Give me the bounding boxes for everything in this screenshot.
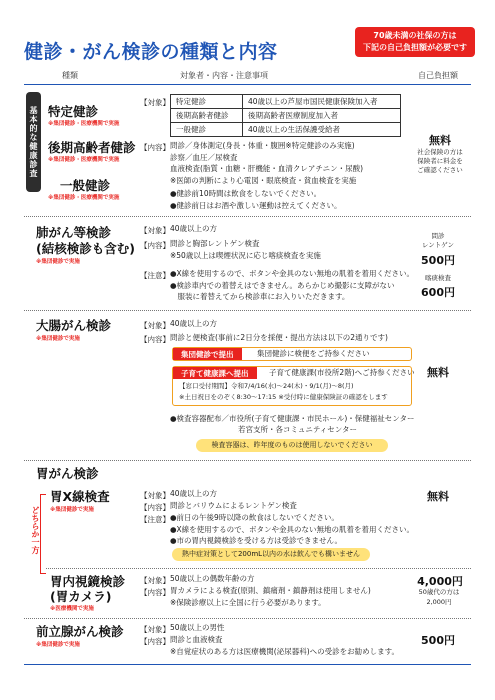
lung-content-tag: 【内容】 bbox=[140, 241, 170, 250]
lung-target-tag: 【対象】 bbox=[140, 226, 170, 235]
endoscopy-name: 胃内視鏡検診 bbox=[50, 574, 126, 589]
xray-content-tag: 【内容】 bbox=[140, 503, 170, 512]
col-head-content: 対象者・内容・注意事項 bbox=[180, 71, 268, 80]
colon-target-tag: 【対象】 bbox=[140, 321, 170, 330]
prostate-content-tag: 【内容】 bbox=[140, 637, 170, 646]
table-cell: 特定健診 bbox=[171, 95, 243, 109]
endo-content-tag: 【内容】 bbox=[140, 588, 170, 597]
prostate-content: 問診と血液検査 bbox=[170, 635, 223, 644]
colon-container-note: 検査容器は、昨年度のものは使用しないでください bbox=[196, 439, 388, 452]
basic-item-name: 後期高齢者健診 bbox=[48, 140, 136, 155]
divider bbox=[24, 460, 471, 461]
table-cell: 後期高齢者健診 bbox=[171, 109, 243, 123]
basic-item-sub: ※集団健診・医療機関で実施 bbox=[48, 121, 120, 127]
note-line: ●健診前日はお酒や激しい運動は控えてください。 bbox=[170, 200, 342, 210]
colon-option-1 bbox=[172, 347, 412, 361]
col-head-type: 種類 bbox=[62, 71, 78, 80]
col-head-fee: 自己負担額 bbox=[418, 71, 458, 80]
lung-content: 問診と胸部レントゲン検査 bbox=[170, 239, 260, 248]
lung-fee1: 500円 bbox=[421, 254, 455, 267]
lung-notes bbox=[170, 268, 414, 303]
colon-target: 40歳以上の方 bbox=[170, 319, 218, 328]
badge-line-2: 下記の自己負担額が必要です bbox=[363, 43, 467, 52]
endo-fee-note: 2,000円 bbox=[426, 598, 452, 606]
page-title: 健診・がん検診の種類と内容 bbox=[24, 41, 278, 63]
xray-name: 胃X線検査 bbox=[50, 489, 110, 504]
basic-fee-note bbox=[405, 148, 475, 175]
colon-option-2 bbox=[172, 366, 415, 406]
lung-name: 肺がん等検診 bbox=[36, 225, 112, 240]
colon-content: 問診と便検査(事前に2日分を採便・提出方法は以下の2通りです) bbox=[170, 333, 388, 342]
note-line: 服装に着替えてから検診車にお入りいただきます。 bbox=[170, 292, 350, 301]
fee-note-line: 保険者に料金を bbox=[417, 157, 463, 165]
prostate-sub: ※集団健診で実施 bbox=[36, 642, 80, 648]
xray-target: 40歳以上の方 bbox=[170, 489, 218, 498]
divider bbox=[24, 310, 471, 311]
footer-rule bbox=[24, 664, 471, 665]
prostate-note: ※自覚症状のある方は医療機関(泌尿器科)への受診をお勧めします。 bbox=[170, 647, 400, 656]
note-line: ●健診前10時間は飲食をしないでください。 bbox=[170, 189, 322, 198]
basic-item-name: 一般健診 bbox=[60, 178, 111, 193]
fee-note-line: 社会保険の方は bbox=[417, 148, 463, 156]
lung-content: ※50歳以上は喫煙状況に応じ喀痰検査を実施 bbox=[170, 251, 321, 260]
header-rule bbox=[24, 84, 471, 85]
xray-heat-note: 熱中症対策として200mL以内の水は飲んでも構いません bbox=[172, 548, 370, 561]
note-line: ●X線を使用するので、ボタンや金具のない無地の肌着を着用ください。 bbox=[170, 269, 415, 278]
lung-fee1-label: レントゲン bbox=[421, 241, 455, 249]
basic-item-name: 特定健診 bbox=[48, 104, 99, 119]
colon-sub: ※集団健診で実施 bbox=[36, 336, 80, 342]
option-hours: 【窓口受付期間】令和7/4/16(水)〜24(木)・9/1(月)〜8(月) bbox=[179, 382, 354, 390]
prostate-target-tag: 【対象】 bbox=[140, 625, 170, 634]
colon-name: 大腸がん検診 bbox=[36, 318, 112, 333]
option-text: 子育て健康課(市役所2階)へご持参ください bbox=[269, 368, 415, 377]
basic-content-tag: 【内容】 bbox=[140, 143, 170, 152]
basic-item-sub: ※集団健診・医療機関で実施 bbox=[48, 195, 120, 201]
basic-content bbox=[170, 140, 363, 186]
option-label: 子育て健康課へ提出 bbox=[173, 367, 257, 379]
table-row bbox=[171, 109, 401, 123]
lung-sub: ※集団健診で実施 bbox=[36, 259, 80, 265]
prostate-target: 50歳以上の男性 bbox=[170, 623, 225, 632]
table-cell: 40歳以上の芦屋市国民健康保険加入者 bbox=[243, 95, 401, 109]
lung-fee1-label: 問診 bbox=[431, 232, 445, 240]
endo-target-tag: 【対象】 bbox=[140, 576, 170, 585]
endo-content: 胃カメラによる検査(原則、鎮痛剤・鎮静剤は使用しません) bbox=[170, 586, 371, 595]
xray-notes bbox=[170, 512, 414, 547]
colon-content-tag: 【内容】 bbox=[140, 335, 170, 344]
note-line: ●市の胃内視鏡検診を受ける方は受診できません。 bbox=[170, 536, 342, 545]
fee-note-line: ご確認ください bbox=[417, 166, 463, 174]
xray-sub: ※集団健診で実施 bbox=[50, 507, 94, 513]
endoscopy-sub: ※医療機関で実施 bbox=[50, 606, 94, 612]
option-text: 集団健診に検便をご持参ください bbox=[257, 349, 370, 358]
endo-fee: 4,000円 bbox=[417, 575, 463, 588]
badge-line-1: 70歳未満の社保の方は bbox=[373, 31, 457, 40]
colon-distribution: 若宮支所・各コミュニティセンター bbox=[238, 425, 357, 434]
content-line: 診察／血圧／尿検査 bbox=[170, 152, 238, 162]
note-line: ●前日の午後9時以降の飲食はしないでください。 bbox=[170, 513, 339, 522]
endo-fee-note: 50歳代の方は bbox=[418, 588, 460, 596]
lung-note-tag: 【注意】 bbox=[140, 271, 170, 280]
xray-target-tag: 【対象】 bbox=[140, 491, 170, 500]
basic-target-tag: 【対象】 bbox=[140, 98, 170, 107]
table-row bbox=[171, 95, 401, 109]
colon-fee: 無料 bbox=[427, 366, 449, 379]
content-line: 血液検査(脂質・血糖・肝機能・血清クレアチニン・尿酸) bbox=[170, 164, 364, 173]
content-line: ※医師の判断により心電図・眼底検査・貧血検査を実施 bbox=[170, 175, 357, 185]
table-cell: 後期高齢者医療制度加入者 bbox=[243, 109, 401, 123]
stomach-heading: 胃がん検診 bbox=[36, 466, 99, 481]
option-label: 集団健診で提出 bbox=[173, 348, 242, 360]
fee-notice-badge bbox=[355, 27, 475, 57]
colon-distribution: ●検査容器配布／市役所(子育て健康課・市民ホール)・保健福祉センター bbox=[170, 414, 415, 423]
xray-fee: 無料 bbox=[427, 490, 449, 503]
content-line: 問診／身体測定(身長・体重・腹囲※特定健診のみ実施) bbox=[170, 141, 355, 150]
table-row bbox=[171, 123, 401, 137]
lung-target: 40歳以上の方 bbox=[170, 224, 218, 233]
lung-fee2: 600円 bbox=[421, 286, 455, 299]
divider bbox=[24, 618, 471, 619]
table-cell: 40歳以上の生活保護受給者 bbox=[243, 123, 401, 137]
either-label: どちらか一方 bbox=[31, 506, 40, 554]
note-line: ●検診車内での着替えはできません。あらかじめ撮影に支障がない bbox=[170, 280, 395, 290]
basic-target-table bbox=[170, 94, 401, 137]
endo-note: ※保険診療以上に全国に行う必要があります。 bbox=[170, 598, 326, 607]
lung-name-sub: (結核検診も含む) bbox=[36, 241, 135, 256]
prostate-fee: 500円 bbox=[421, 634, 455, 647]
basic-checkup-side-label: 基本的な健康診査 bbox=[26, 92, 41, 192]
table-cell: 一般健診 bbox=[171, 123, 243, 137]
endoscopy-name-sub: (胃カメラ) bbox=[50, 589, 112, 604]
basic-notes bbox=[170, 188, 342, 211]
option-note: ※土日祝日をのぞく8:30〜17:15 ※受付時に健康保険証の確認をします bbox=[179, 393, 388, 401]
xray-content: 問診とバリウムによるレントゲン検査 bbox=[170, 501, 297, 510]
note-line: ●X線を使用するので、ボタンや金具のない無地の肌着を着用ください。 bbox=[170, 524, 415, 534]
basic-fee: 無料 bbox=[429, 134, 451, 147]
divider bbox=[46, 568, 471, 569]
lung-fee2-label: 喀痰検査 bbox=[425, 274, 451, 282]
basic-item-sub: ※集団健診・医療機関で実施 bbox=[48, 157, 120, 163]
divider bbox=[24, 216, 471, 217]
prostate-name: 前立腺がん検診 bbox=[36, 624, 124, 639]
endo-target: 50歳以上の偶数年齢の方 bbox=[170, 574, 255, 583]
xray-note-tag: 【注意】 bbox=[140, 515, 170, 524]
